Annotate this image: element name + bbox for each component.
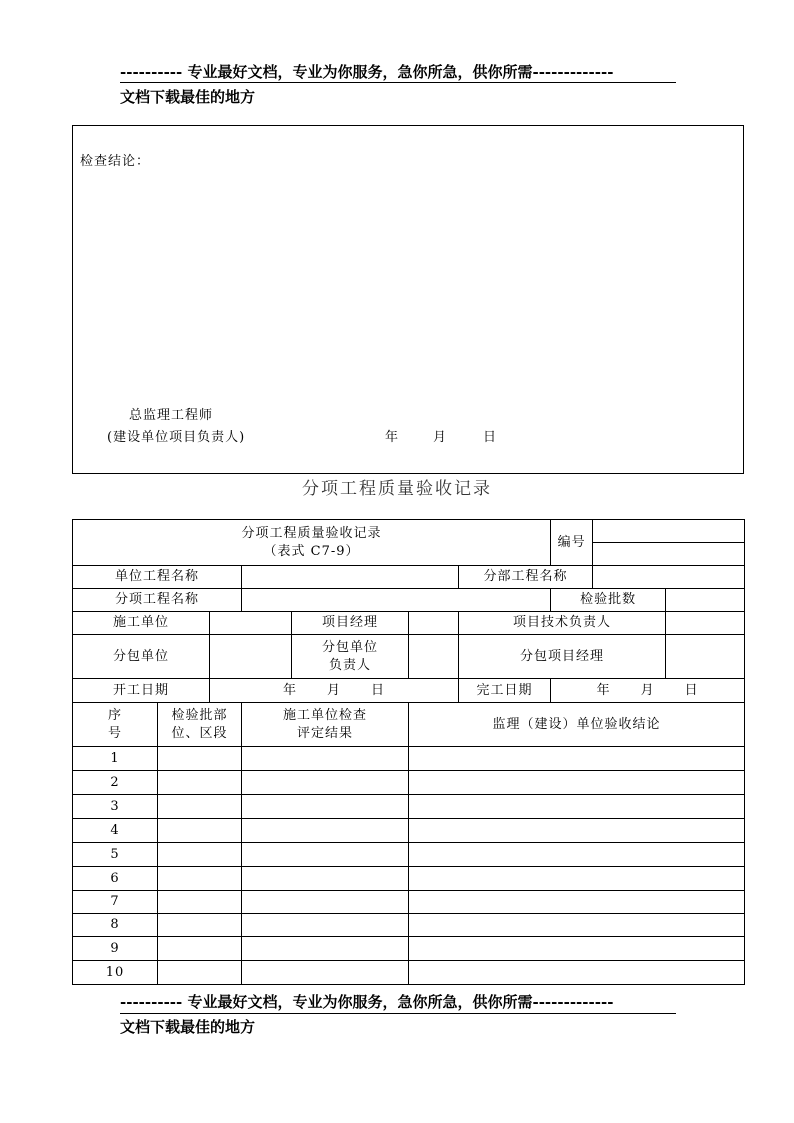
sign-day: 日: [483, 430, 498, 445]
start-month: 月: [326, 682, 341, 698]
subcontract-unit-label: 分包单位: [73, 635, 210, 679]
end-day: 日: [684, 682, 699, 698]
table-row: [73, 771, 745, 795]
form-title-cell: [73, 520, 551, 566]
sub-item-project-name-value[interactable]: [242, 589, 551, 612]
col-batch-header: [158, 703, 242, 747]
code-value-1[interactable]: [593, 520, 745, 543]
row-check-cell[interactable]: [242, 867, 409, 891]
form-subtitle: （表式 C7-9）: [263, 543, 360, 559]
row-check-cell[interactable]: [242, 914, 409, 937]
subcontract-lead-value[interactable]: [409, 635, 459, 679]
row-check-cell[interactable]: [242, 819, 409, 843]
row-seq: 10: [73, 961, 158, 985]
col-seq-line2: 号: [107, 725, 122, 741]
footer-subtitle: 文档下载最佳的地方: [120, 1018, 256, 1036]
row-seq: 4: [73, 819, 158, 843]
footer-slogan: ---------- 专业最好文档，专业为你服务，急你所急，供你所需-------------: [120, 993, 614, 1011]
col-seq-line1: 序: [107, 707, 122, 723]
row-batch-cell[interactable]: [158, 961, 242, 985]
row-check-cell[interactable]: [242, 747, 409, 771]
row-conclusion-cell[interactable]: [409, 914, 745, 937]
subcontract-unit-value[interactable]: [210, 635, 292, 679]
row-conclusion-cell[interactable]: [409, 867, 745, 891]
row-seq: 1: [73, 747, 158, 771]
sign-year: 年: [385, 430, 400, 445]
table-row: [73, 843, 745, 867]
row-seq: 2: [73, 771, 158, 795]
row-seq: 3: [73, 795, 158, 819]
subcontract-lead-line1: 分包单位: [321, 639, 378, 655]
row-check-cell[interactable]: [242, 961, 409, 985]
row-batch-cell[interactable]: [158, 795, 242, 819]
subcontract-pm-label: 分包项目经理: [459, 635, 666, 679]
row-batch-cell[interactable]: [158, 867, 242, 891]
chief-engineer-label: 总监理工程师: [129, 408, 214, 423]
row-check-cell[interactable]: [242, 795, 409, 819]
start-date-label: 开工日期: [73, 679, 210, 703]
start-date-value[interactable]: [210, 679, 459, 703]
row-conclusion-cell[interactable]: [409, 843, 745, 867]
acceptance-record-table: [72, 519, 745, 985]
row-batch-cell[interactable]: [158, 843, 242, 867]
sub-item-project-name-label: 分项工程名称: [73, 589, 242, 612]
col-batch-line1: 检验批部: [171, 707, 228, 723]
end-year: 年: [596, 682, 611, 698]
project-manager-value[interactable]: [409, 612, 459, 635]
col-check-line1: 施工单位检查: [282, 707, 367, 723]
row-batch-cell[interactable]: [158, 747, 242, 771]
construction-unit-label: 施工单位: [73, 612, 210, 635]
subcontract-lead-label: [292, 635, 409, 679]
row-conclusion-cell[interactable]: [409, 795, 745, 819]
header-slogan: ---------- 专业最好文档，专业为你服务，急你所急，供你所需-------------: [120, 63, 614, 81]
col-conclusion-header: 监理（建设）单位验收结论: [409, 703, 745, 747]
table-row: [73, 795, 745, 819]
row-check-cell[interactable]: [242, 937, 409, 961]
table-row: [73, 937, 745, 961]
start-year: 年: [282, 682, 297, 698]
table-row: [73, 961, 745, 985]
sign-month: 月: [433, 430, 448, 445]
row-conclusion-cell[interactable]: [409, 819, 745, 843]
row-check-cell[interactable]: [242, 891, 409, 914]
table-row: [73, 819, 745, 843]
project-manager-label: 项目经理: [292, 612, 409, 635]
owner-representative-label: (建设单位项目负责人): [107, 430, 246, 445]
form-caption: 分项工程质量验收记录: [302, 479, 492, 499]
page-header: [120, 61, 676, 109]
row-conclusion-cell[interactable]: [409, 891, 745, 914]
row-batch-cell[interactable]: [158, 937, 242, 961]
conclusion-label: 检查结论：: [80, 154, 151, 169]
construction-unit-value[interactable]: [210, 612, 292, 635]
row-seq: 5: [73, 843, 158, 867]
table-row: [73, 891, 745, 914]
subcontract-lead-line2: 负责人: [328, 657, 371, 673]
project-tech-lead-value[interactable]: [666, 612, 745, 635]
col-batch-line2: 位、区段: [171, 725, 228, 741]
row-seq: 9: [73, 937, 158, 961]
row-conclusion-cell[interactable]: [409, 937, 745, 961]
row-seq: 7: [73, 891, 158, 914]
row-batch-cell[interactable]: [158, 914, 242, 937]
row-check-cell[interactable]: [242, 843, 409, 867]
inspection-batch-count-value[interactable]: [666, 589, 745, 612]
code-label: 编号: [551, 520, 593, 566]
row-conclusion-cell[interactable]: [409, 747, 745, 771]
row-conclusion-cell[interactable]: [409, 771, 745, 795]
code-value-2[interactable]: [593, 543, 745, 566]
header-subtitle: 文档下载最佳的地方: [120, 88, 256, 106]
form-title: 分项工程质量验收记录: [241, 525, 382, 541]
subcontract-pm-value[interactable]: [666, 635, 745, 679]
start-day: 日: [371, 682, 386, 698]
header-rule: [120, 82, 676, 83]
row-seq: 6: [73, 867, 158, 891]
col-check-header: [242, 703, 409, 747]
row-check-cell[interactable]: [242, 771, 409, 795]
end-month: 月: [640, 682, 655, 698]
col-check-line2: 评定结果: [296, 725, 353, 741]
end-date-label: 完工日期: [459, 679, 551, 703]
sub-dept-project-name-label: 分部工程名称: [459, 566, 593, 589]
unit-project-name-value[interactable]: [242, 566, 459, 589]
inspection-batch-count-label: 检验批数: [551, 589, 666, 612]
footer-rule: [120, 1013, 676, 1014]
page-footer: [120, 991, 676, 1039]
table-row: [73, 914, 745, 937]
row-conclusion-cell[interactable]: [409, 961, 745, 985]
table-row: [73, 867, 745, 891]
col-seq-header: [73, 703, 158, 747]
end-date-value[interactable]: [551, 679, 745, 703]
row-batch-cell[interactable]: [158, 819, 242, 843]
row-batch-cell[interactable]: [158, 771, 242, 795]
sub-dept-project-name-value[interactable]: [593, 566, 745, 589]
unit-project-name-label: 单位工程名称: [73, 566, 242, 589]
row-batch-cell[interactable]: [158, 891, 242, 914]
inspection-conclusion-box: [72, 125, 744, 474]
project-tech-lead-label: 项目技术负责人: [459, 612, 666, 635]
row-seq: 8: [73, 914, 158, 937]
table-row: [73, 747, 745, 771]
